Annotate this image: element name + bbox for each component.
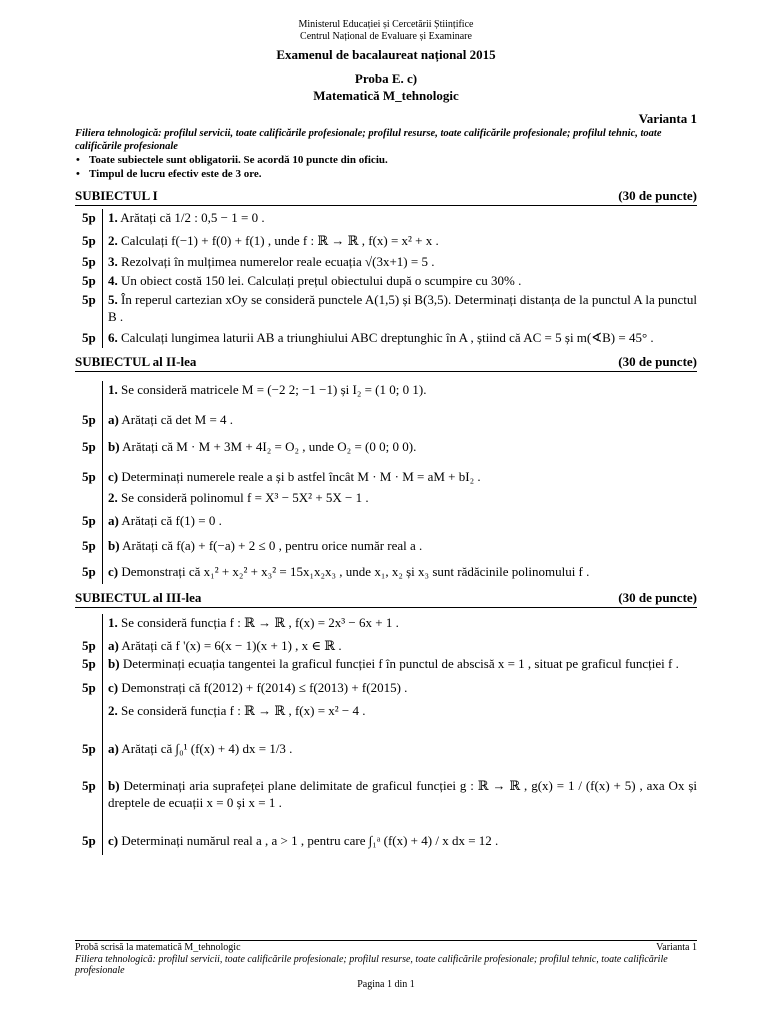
page-footer (75, 940, 697, 990)
subject-title: Matematică M_tehnologic (313, 88, 459, 103)
problem-row (75, 733, 697, 763)
points-label: 5p (82, 564, 96, 579)
section-header (75, 590, 697, 608)
problem-row (75, 563, 697, 584)
points-label: 5p (82, 538, 96, 553)
problem-number: 1. (108, 210, 118, 225)
footer-left: Probă scrisă la matematică M_tehnologic (75, 942, 241, 953)
points-label (75, 614, 102, 631)
section-title: SUBIECTUL I (75, 188, 158, 203)
problem-row (75, 381, 697, 405)
problem-row (75, 468, 697, 485)
problem-text: Demonstrați că f(2012) + f(2014) ≤ f(2013) + f(2015) . (121, 680, 408, 695)
problem-part: a) (108, 638, 119, 653)
points-label: 5p (82, 210, 96, 225)
problem-text: În reperul cartezian xOy se consideră punctele A(1,5) și B(3,5). Determinați distanța de la punctul A la punctul B . (108, 292, 697, 324)
problem-row (75, 702, 697, 719)
points-label: 5p (82, 638, 96, 653)
points-label (75, 489, 102, 506)
problem-text: Calculați f(−1) + f(0) + f(1) , unde f : ℝ → ℝ , f(x) = x² + x . (121, 233, 439, 248)
problem-text: Rezolvați în mulțimea numerelor reale ecuația √(3x+1) = 5 . (121, 254, 435, 269)
section-header (75, 188, 697, 206)
points-label: 5p (82, 513, 96, 528)
problem-row (75, 438, 697, 462)
problem-row (75, 512, 697, 529)
problem-row (75, 291, 697, 325)
problem-row (75, 329, 697, 348)
section-title: SUBIECTUL al II-lea (75, 354, 197, 369)
instruction-item: • Toate subiectele sunt obligatorii. Se acordă 10 puncte din oficiu. (89, 154, 697, 168)
center-name: Centrul Național de Evaluare și Examinare (300, 31, 472, 42)
problem-row (75, 637, 697, 654)
problem-row (75, 209, 697, 226)
ministry-name: Ministerul Educației și Cercetării Științifice (298, 19, 474, 30)
points-label: 5p (82, 292, 96, 307)
problem-row (75, 272, 697, 289)
section-title: SUBIECTUL al III-lea (75, 590, 202, 605)
proba-title: Proba E. c) (354, 71, 418, 86)
section-header (75, 354, 697, 372)
problem-text: Arătați că ∫₀¹ (f(x) + 4) dx = 1/3 . (121, 740, 293, 756)
problem-text: Arătați că M · M + 3M + 4I₂ = O₂ , unde O₂ = (0 0; 0 0). (122, 439, 417, 454)
problem-text: Determinați ecuația tangentei la graficul funcției f în punctul de abscisă x = 1 , situat pe graficul funcției f . (122, 656, 679, 671)
problem-text: Se consideră matricele M = (−2 2; −1 −1) și I₂ = (1 0; 0 1). (121, 382, 427, 397)
section-points: (30 de puncte) (618, 354, 697, 369)
footer-right: Varianta 1 (656, 942, 697, 953)
problem-row (75, 537, 697, 554)
problem-text: Demonstrați că x₁² + x₂² + x₃² = 15x₁x₂x₃ , unde x₁, x₂ și x₃ sunt rădăcinile polinomului f . (121, 564, 590, 579)
problem-number: 2. (108, 490, 118, 505)
problem-text: Arătați că f(1) = 0 . (121, 513, 222, 528)
problem-row (75, 655, 697, 672)
problem-part: b) (108, 538, 120, 553)
problem-row (75, 679, 697, 696)
footer-filiera: Filiera tehnologică: profilul servicii, toate calificările profesionale; profilul resurse, toate calificările profesionale; profilul tehnic, toate calificările profesionale (75, 953, 668, 976)
exam-page (75, 0, 697, 855)
problem-text: Se consideră funcția f : ℝ → ℝ , f(x) = x² − 4 . (121, 703, 366, 718)
problem-row (75, 489, 697, 506)
problem-text: Un obiect costă 150 lei. Calculați prețul obiectului după o scumpire cu 30% . (121, 273, 522, 288)
problem-part: c) (108, 832, 119, 848)
problem-number: 5. (108, 292, 118, 307)
problem-text: Determinați aria suprafeței plane delimitate de graficul funcției g : ℝ → ℝ , g(x) = 1 / (f(x) + 5) , axa Ox și dreptele de ecuații x = 0 și x = 1 . (108, 778, 697, 810)
problem-text: Arătați că 1/2 : 0,5 − 1 = 0 . (120, 210, 265, 225)
problem-text: Arătați că f(a) + f(−a) + 2 ≤ 0 , pentru orice număr real a . (122, 538, 423, 553)
section-items (75, 381, 697, 584)
problem-number: 6. (108, 330, 118, 345)
variant-label: Varianta 1 (638, 111, 697, 126)
problem-part: b) (108, 778, 120, 793)
points-label: 5p (82, 233, 96, 248)
page-number: Pagina 1 din 1 (357, 978, 415, 990)
section-points: (30 de puncte) (618, 590, 697, 605)
problem-text: Se consideră polinomul f = X³ − 5X² + 5X − 1 . (121, 490, 369, 505)
problem-number: 1. (108, 615, 118, 630)
problem-part: c) (108, 680, 119, 695)
points-label (75, 381, 102, 405)
problem-text: Se consideră funcția f : ℝ → ℝ , f(x) = 2x³ − 6x + 1 . (121, 615, 399, 630)
points-label: 5p (82, 680, 96, 695)
problem-row (75, 411, 697, 428)
instructions-list (75, 154, 697, 181)
points-label: 5p (82, 740, 96, 756)
problem-text: Calculați lungimea laturii AB a triunghiului ABC dreptunghic în A , știind că AC = 5 și m(∢B) = 45° . (121, 330, 654, 345)
problem-part: b) (108, 656, 120, 671)
instruction-item: • Timpul de lucru efectiv este de 3 ore. (89, 168, 697, 182)
section-items (75, 614, 697, 855)
problem-part: c) (108, 469, 119, 484)
problem-part: a) (108, 412, 119, 427)
points-label: 5p (82, 330, 96, 345)
points-label: 5p (82, 273, 96, 288)
problem-row (75, 253, 697, 270)
problem-text: Arătați că f '(x) = 6(x − 1)(x + 1) , x ∈ ℝ . (121, 638, 342, 653)
points-label: 5p (82, 778, 96, 793)
points-label: 5p (82, 254, 96, 269)
points-label: 5p (82, 832, 96, 848)
points-label (75, 702, 102, 719)
points-label: 5p (82, 469, 96, 484)
problem-text: Determinați numerele reale a și b astfel încât M · M · M = aM + bI₂ . (121, 469, 481, 484)
problem-row (75, 777, 697, 811)
exam-title: Examenul de bacalaureat național 2015 (276, 47, 496, 62)
points-label: 5p (82, 656, 96, 671)
section-items (75, 209, 697, 348)
section-points: (30 de puncte) (618, 188, 697, 203)
problem-part: b) (108, 439, 120, 454)
problem-text: Determinați numărul real a , a > 1 , pentru care ∫₁ᵃ (f(x) + 4) / x dx = 12 . (121, 832, 499, 848)
problem-part: c) (108, 564, 119, 579)
problem-number: 2. (108, 703, 118, 718)
problem-row (75, 825, 697, 855)
problem-row (75, 232, 697, 249)
problem-row (75, 614, 697, 631)
problem-number: 3. (108, 254, 118, 269)
problem-part: a) (108, 740, 119, 756)
problem-number: 1. (108, 382, 118, 397)
problem-number: 4. (108, 273, 118, 288)
filiera-text: Filiera tehnologică: profilul servicii, toate calificările profesionale; profilul resurse, toate calificările profesionale; profilul tehnic, toate calificările profesionale (75, 128, 662, 152)
problem-number: 2. (108, 233, 118, 248)
points-label: 5p (82, 439, 96, 454)
problem-part: a) (108, 513, 119, 528)
problem-text: Arătați că det M = 4 . (121, 412, 234, 427)
points-label: 5p (82, 412, 96, 427)
